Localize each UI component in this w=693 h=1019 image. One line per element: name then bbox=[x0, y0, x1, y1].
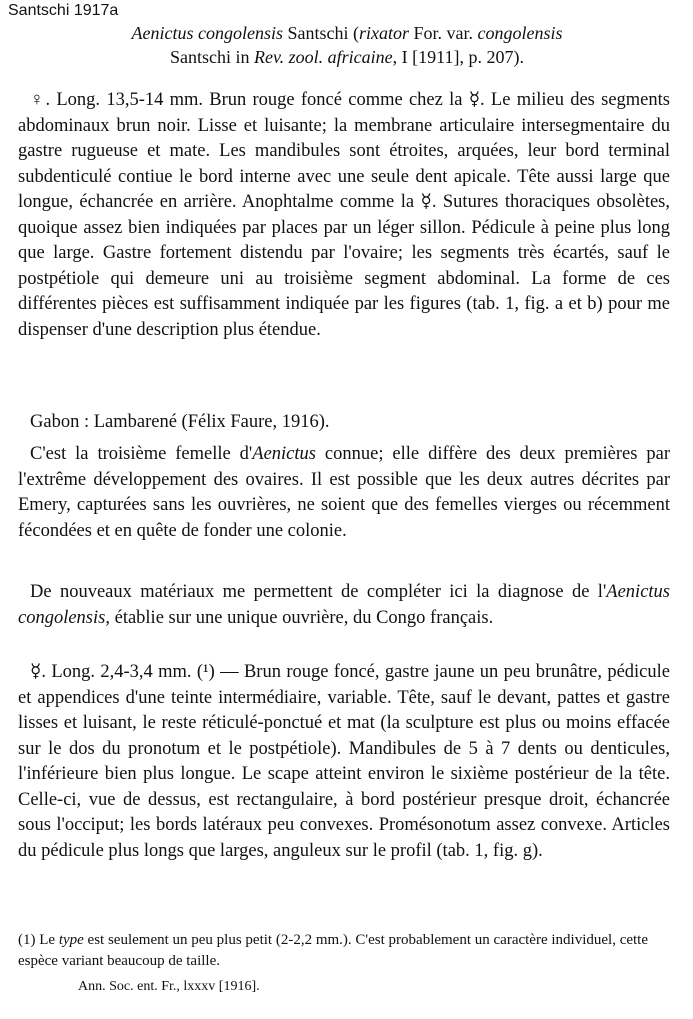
footnote bbox=[18, 930, 678, 972]
new-material-text-a: De nouveaux matériaux me permettent de compléter ici la diagnose de l' bbox=[30, 582, 607, 602]
new-material-paragraph bbox=[18, 580, 670, 631]
species-name-inline: Aenictus congolensis bbox=[18, 582, 670, 628]
species-name: Aenictus congolensis bbox=[131, 23, 283, 43]
header-label: Santschi 1917a bbox=[8, 2, 119, 19]
third-female-paragraph bbox=[18, 442, 670, 544]
third-female-text-a: C'est la troisième femelle d' bbox=[30, 444, 253, 464]
title-author: Santschi ( bbox=[282, 23, 359, 43]
citation-journal: Rev. zool. africaine bbox=[254, 47, 393, 67]
citation-prefix: Santschi in bbox=[170, 47, 255, 67]
title-synonym: rixator bbox=[358, 23, 409, 43]
species-citation bbox=[12, 46, 682, 68]
journal-citation: Ann. Soc. ent. Fr., lxxxv [1916]. bbox=[78, 979, 260, 994]
footnote-suffix: est seulement un peu plus petit (2-2,2 mm.). C'est probablement un caractère individuel, cette espèce variant beaucoup de taille. bbox=[18, 932, 648, 969]
new-material-text-b: , établie sur une unique ouvrière, du Congo français. bbox=[105, 607, 494, 628]
footnote-prefix: (1) Le bbox=[18, 932, 59, 948]
third-female-text-b: connue; elle diffère des deux premières par l'extrême développement des ovaires. Il est possible que les deux autres décrites par Emery, capturées sans les ouvrières, ne soient que des femelles vierges ou récemment fécondées et en quête de fonder une colonie. bbox=[18, 444, 671, 541]
title-variety-prefix: For. var. bbox=[408, 23, 478, 43]
species-title bbox=[12, 22, 682, 44]
genus-name: Aenictus bbox=[252, 444, 316, 464]
worker-description: ☿. Long. 2,4-3,4 mm. (¹) — Brun rouge foncé, gastre jaune un peu brunâtre, pédicule et appendices d'une teinte intermédiaire, variable. Tête, sauf le devant, pattes et gastre lisses et luisant, le reste réticulé-ponctué et mat (la sculpture est plus ou moins effacée sur le dos du pronotum et le postpétiole). Mandibules de 5 à 7 dents ou denticules, l'inférieure bien plus longue. Le scape atteint environ le sixième postérieur de la tête. Celle-ci, vue de dessus, est rectangulaire, à bord postérieur presque droit, échancrée sous l'occiput; les bords latéraux peu convexes. Promésonotum assez convexe. Articles du pédicule plus longs que larges, anguleux sur le profil (tab. 1, fig. g). bbox=[18, 662, 670, 861]
citation-suffix: , I [1911], p. 207). bbox=[392, 47, 524, 67]
locality: Gabon : Lambarené (Félix Faure, 1916). bbox=[30, 412, 330, 432]
title-variety: congolensis bbox=[477, 23, 563, 43]
female-description: ♀. Long. 13,5-14 mm. Brun rouge foncé comme chez la ☿. Le milieu des segments abdominaux brun noir. Lisse et luisante; la membrane articulaire intersegmentaire du gastre rugueuse et mate. Les mandibules sont étroites, arquées, leur bord terminal subdenticulé contiue le bord interne avec une seule dent apicale. Tête aussi large que longue, échancrée en arrière. Anophtalme comme la ☿. Sutures thoraciques obsolètes, quoique assez bien indiquées par places par un léger sillon. Pédicule à peine plus long que large. Gastre fortement distendu par l'ovaire; les segments très écartés, sauf le postpétiole qui demeure uni au troisième segment abdominal. La forme de ces différentes pièces est suffisamment indiquée par les figures (tab. 1, fig. a et b) pour me dispenser d'une description plus étendue. bbox=[18, 90, 670, 340]
footnote-italic: type bbox=[58, 932, 84, 948]
